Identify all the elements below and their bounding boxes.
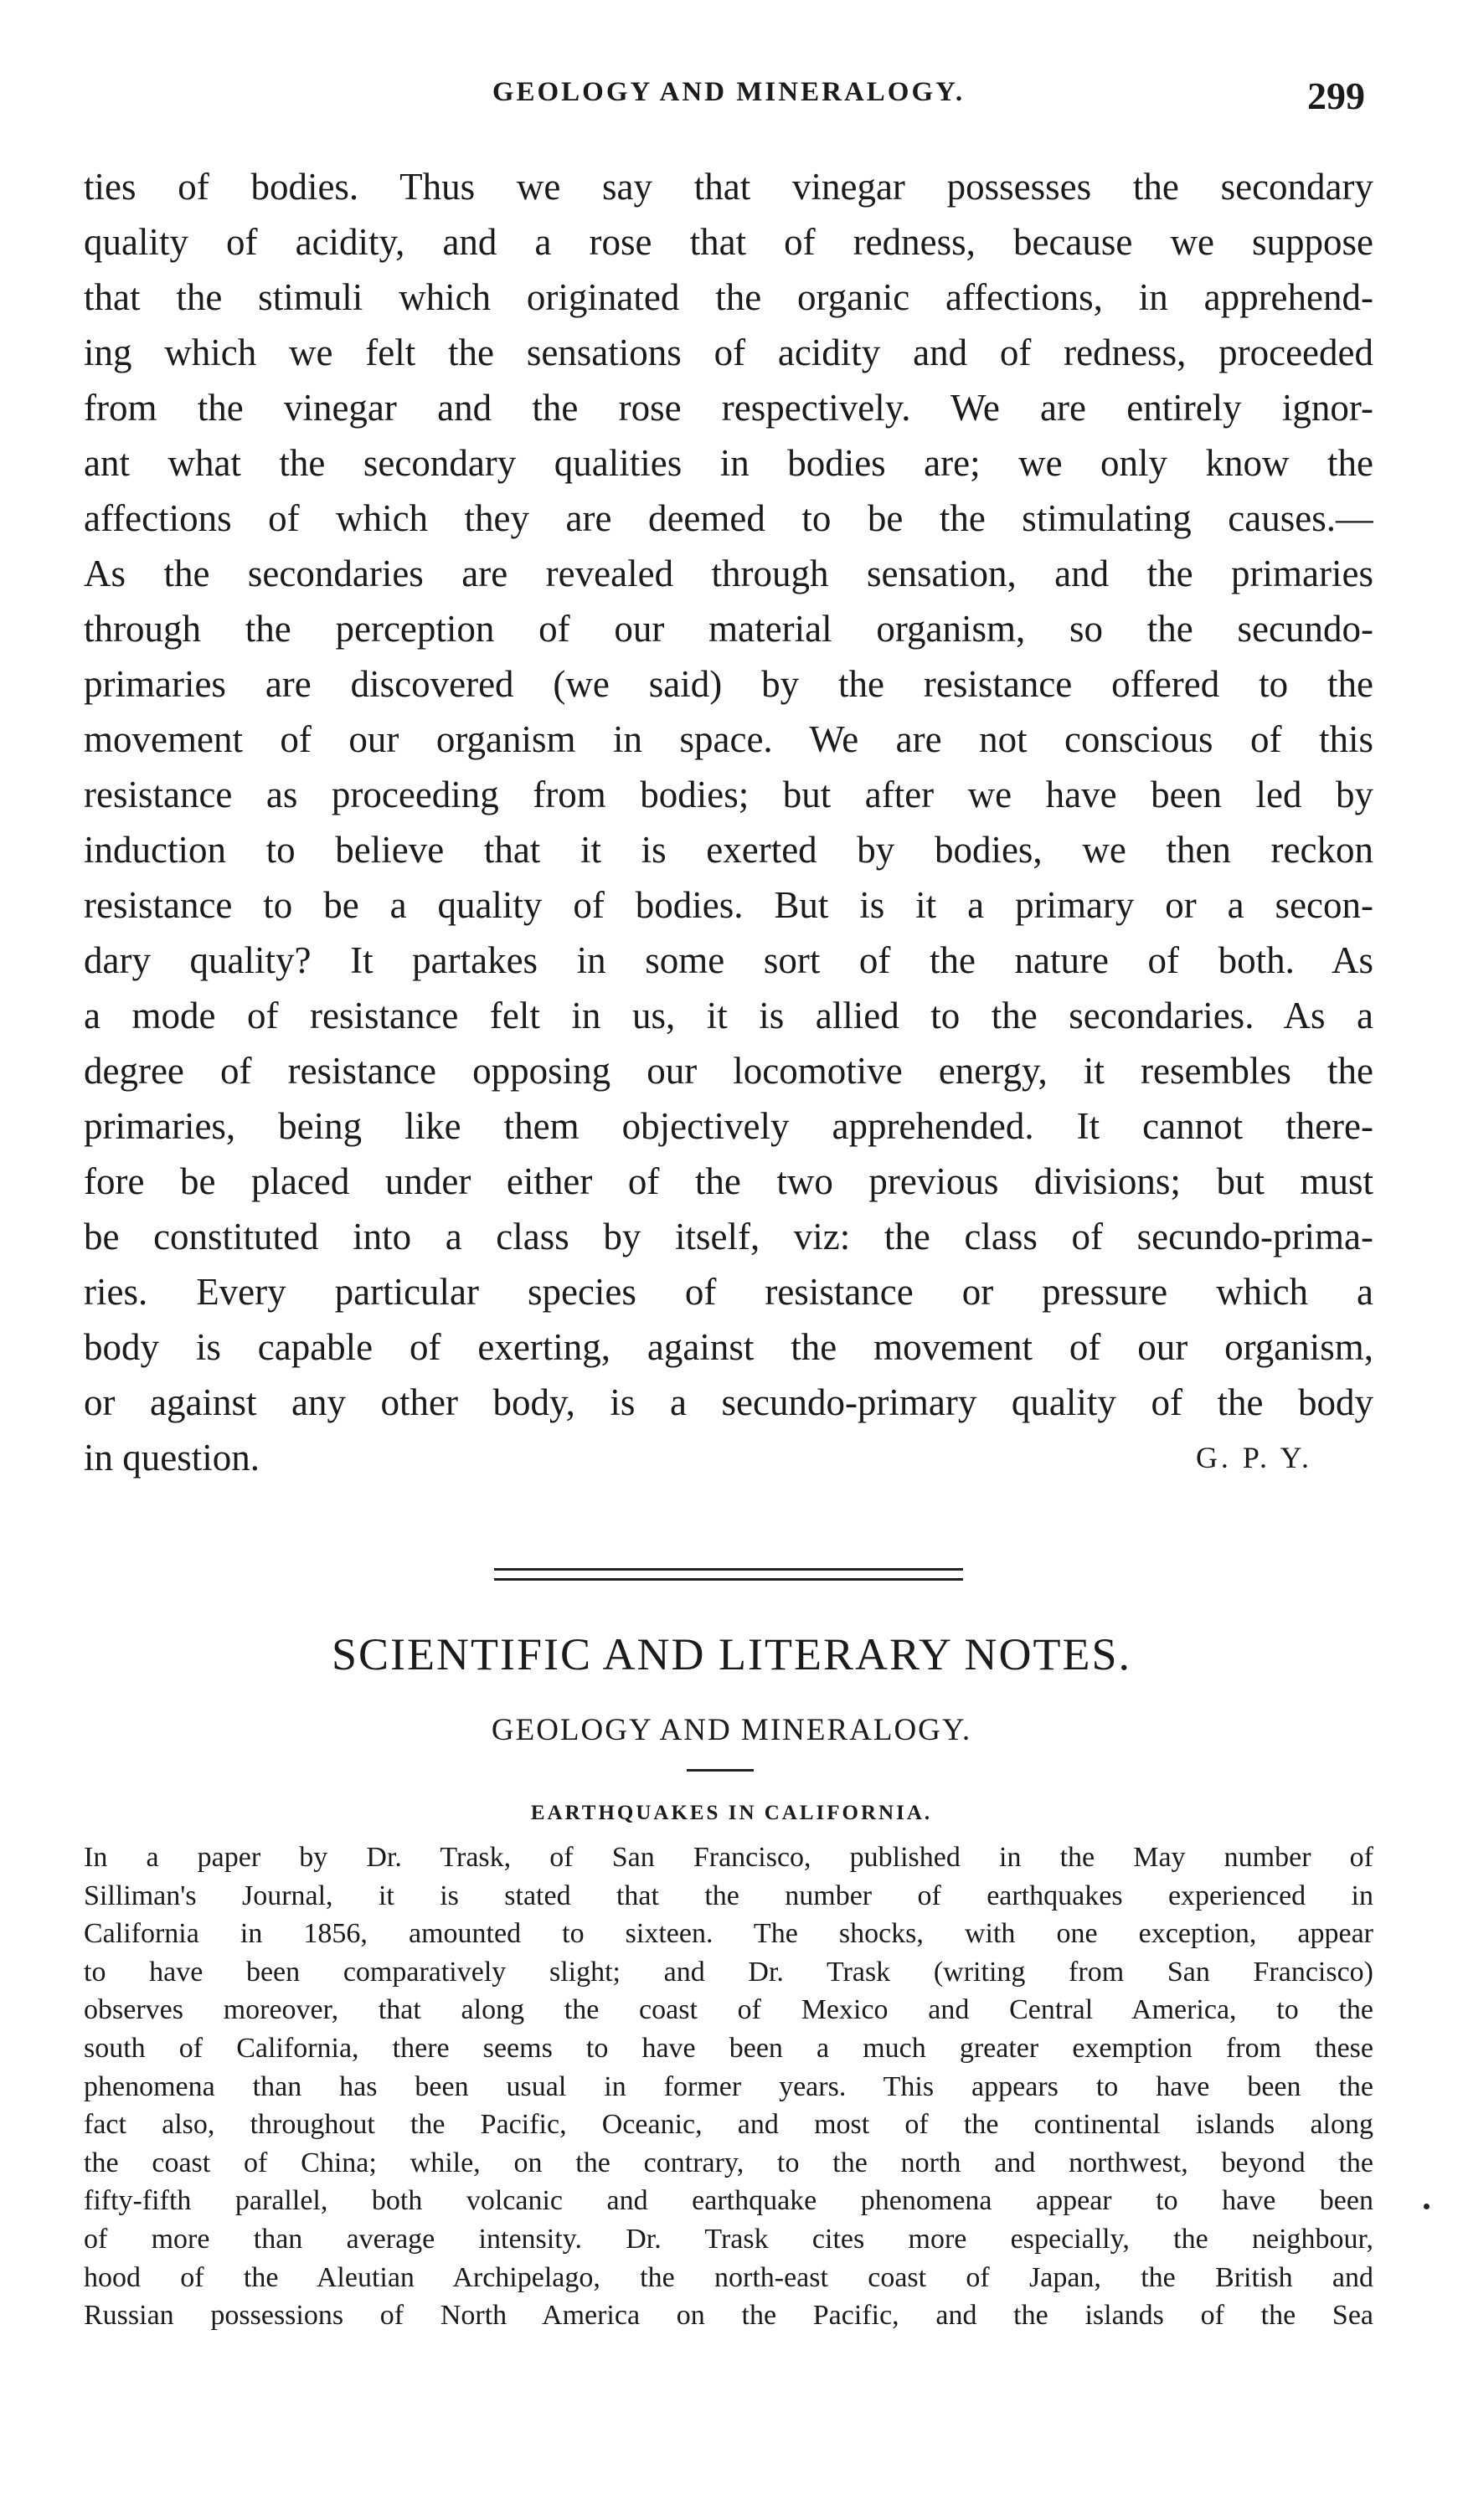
- article-line: of more than average intensity. Dr. Trask cites more especially, the neighbour,: [84, 2223, 1373, 2255]
- essay-line: movement of our organism in space. We are not conscious of this: [84, 718, 1373, 760]
- essay-line: degree of resistance opposing our locomotive energy, it resembles the: [84, 1050, 1373, 1092]
- essay-line: As the secondaries are revealed through sensation, and the primaries: [84, 553, 1373, 594]
- margin-mark: [1424, 2204, 1430, 2209]
- article-line: Silliman's Journal, it is stated that the number of earthquakes experienced in: [84, 1880, 1373, 1911]
- article-line: phenomena than has been usual in former years. This appears to have been the: [84, 2070, 1373, 2102]
- essay-line: body is capable of exerting, against the movement of our organism,: [84, 1326, 1373, 1368]
- article-line: south of California, there seems to have been a much greater exemption from these: [84, 2032, 1373, 2064]
- article-line: to have been comparatively slight; and Dr. Trask (writing from San Francisco): [84, 1956, 1373, 1988]
- article-line: In a paper by Dr. Trask, of San Francisco, published in the May number of: [84, 1842, 1373, 1873]
- short-divider: [687, 1769, 754, 1772]
- article-line: fact also, throughout the Pacific, Oceanic, and most of the continental islands along: [84, 2109, 1373, 2141]
- essay-line: ties of bodies. Thus we say that vinegar possesses the secondary: [84, 166, 1373, 208]
- essay-line: ing which we felt the sensations of acidity and of redness, proceeded: [84, 332, 1373, 373]
- essay-line: induction to believe that it is exerted by bodies, we then reckon: [84, 829, 1373, 871]
- essay-line: ant what the secondary qualities in bodies are; we only know the: [84, 442, 1373, 484]
- essay-line: in question.: [84, 1437, 260, 1479]
- article-line: California in 1856, amounted to sixteen. The shocks, with one exception, appear: [84, 1918, 1373, 1950]
- essay-line: resistance as proceeding from bodies; but after we have been led by: [84, 774, 1373, 815]
- running-head: [84, 77, 1373, 127]
- article-line: observes moreover, that along the coast of Mexico and Central America, to the: [84, 1994, 1373, 2026]
- article-line: Russian possessions of North America on the Pacific, and the islands of the Sea: [84, 2300, 1373, 2332]
- essay-line: or against any other body, is a secundo-primary quality of the body: [84, 1381, 1373, 1423]
- section-title: SCIENTIFIC AND LITERARY NOTES.: [331, 1629, 1131, 1679]
- essay-line: from the vinegar and the rose respectively. We are entirely ignor-: [84, 387, 1373, 429]
- article-heading: EARTHQUAKES IN CALIFORNIA.: [530, 1802, 933, 1824]
- article-line: the coast of China; while, on the contrary, to the north and northwest, beyond the: [84, 2147, 1373, 2178]
- article-text: [84, 1839, 1373, 2335]
- essay-line: resistance to be a quality of bodies. But is it a primary or a secon-: [84, 884, 1373, 926]
- essay-line: a mode of resistance felt in us, it is allied to the secondaries. As a: [84, 995, 1373, 1036]
- essay-line: primaries are discovered (we said) by the resistance offered to the: [84, 663, 1373, 705]
- essay-line: fore be placed under either of the two previous divisions; but must: [84, 1160, 1373, 1202]
- essay-line: quality of acidity, and a rose that of redness, because we suppose: [84, 221, 1373, 263]
- essay-line: dary quality? It partakes in some sort of the nature of both. As: [84, 939, 1373, 981]
- essay-line: primaries, being like them objectively apprehended. It cannot there-: [84, 1105, 1373, 1147]
- essay-line: through the perception of our material organism, so the secundo-: [84, 608, 1373, 650]
- essay-line: be constituted into a class by itself, viz: the class of secundo-prima-: [84, 1216, 1373, 1257]
- running-title: GEOLOGY AND MINERALOGY.: [492, 77, 966, 107]
- page-number: 299: [1307, 75, 1365, 117]
- essay-line: affections of which they are deemed to be the stimulating causes.—: [84, 497, 1373, 539]
- author-signature: G. P. Y.: [1195, 1441, 1312, 1474]
- essay-line: ries. Every particular species of resistance or pressure which a: [84, 1271, 1373, 1313]
- article-line: fifty-fifth parallel, both volcanic and earthquake phenomena appear to have been: [84, 2185, 1373, 2217]
- essay-text: [84, 159, 1373, 1485]
- article-line: hood of the Aleutian Archipelago, the north-east coast of Japan, the British and: [84, 2261, 1373, 2293]
- essay-line: that the stimuli which originated the organic affections, in apprehend-: [84, 276, 1373, 318]
- subsection-title: GEOLOGY AND MINERALOGY.: [491, 1713, 972, 1747]
- section-divider: [494, 1568, 963, 1581]
